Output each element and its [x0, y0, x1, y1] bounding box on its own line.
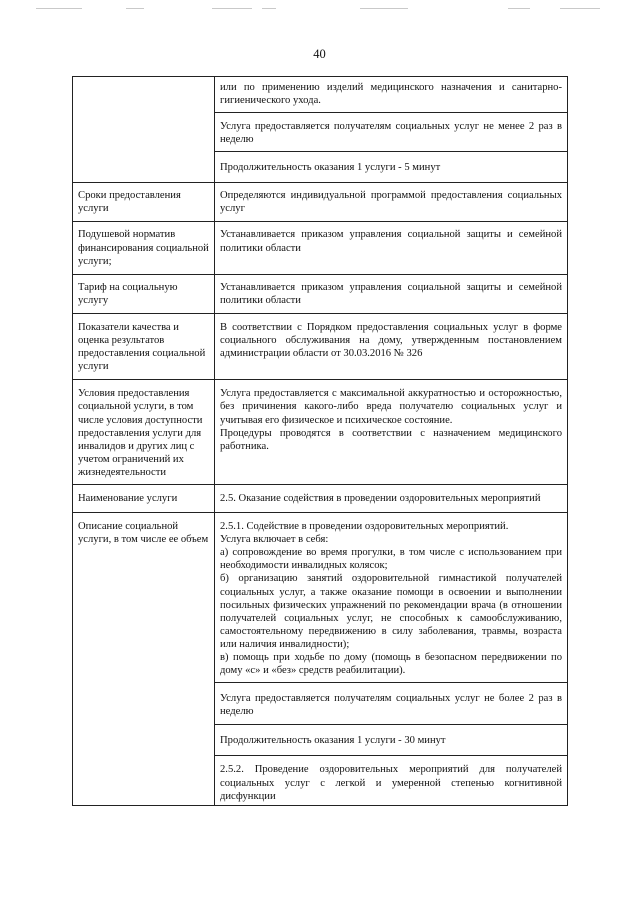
row-value: Продолжительность оказания 1 услуги - 5 минут [215, 152, 568, 183]
row-value: Определяются индивидуальной программой предоставления социальных услуг [215, 183, 568, 222]
service-description-table [72, 76, 568, 806]
table-row [73, 222, 568, 274]
table-row [73, 77, 568, 113]
table-row [73, 313, 568, 379]
table-row [73, 183, 568, 222]
row-value: 2.5.2. Проведение оздоровительных мероприятий для получателей социальных услуг с легкой и умеренной степенью когнитивной дисфункции [215, 756, 568, 805]
table-row [73, 274, 568, 313]
row-label: Сроки предоставления услуги [73, 183, 215, 222]
row-value: Услуга предоставляется с максимальной аккуратностью и осторожностью, без причинения какого-либо вреда получателю социальных услуг и учитывая его физическое и психическое состояние. Процедуры проводятся в соответствии с назначением медицинского работника. [215, 380, 568, 485]
row-label: Условия предоставления социальной услуги, в том числе условия доступности предоставления услуги для инвалидов и других лиц с учетом ограничений их жизнедеятельности [73, 380, 215, 485]
row-value: или по применению изделий медицинского назначения и санитарно-гигиенического ухода. [215, 77, 568, 113]
row-label-empty [73, 77, 215, 183]
row-label: Подушевой норматив финансирования социальной услуги; [73, 222, 215, 274]
table-row [73, 380, 568, 485]
row-value: Услуга предоставляется получателям социальных услуг не менее 2 раз в неделю [215, 113, 568, 152]
row-value: В соответствии с Порядком предоставления социальных услуг в форме социального обслуживания на дому, утвержденным постановлением администрации области от 30.03.2016 № 326 [215, 313, 568, 379]
row-label: Показатели качества и оценка результатов предоставления социальной услуги [73, 313, 215, 379]
page-number: 40 [313, 47, 326, 61]
row-label: Тариф на социальную услугу [73, 274, 215, 313]
row-label: Описание социальной услуги, в том числе ее объем [73, 513, 215, 806]
row-value: Услуга предоставляется получателям социальных услуг не более 2 раз в неделю [215, 683, 568, 725]
row-value: Продолжительность оказания 1 услуги - 30 минут [215, 725, 568, 756]
row-value: 2.5. Оказание содействия в проведении оздоровительных мероприятий [215, 484, 568, 512]
row-label: Наименование услуги [73, 484, 215, 512]
table-row [73, 484, 568, 512]
table-row [73, 513, 568, 683]
row-value: Устанавливается приказом управления социальной защиты и семейной политики области [215, 274, 568, 313]
row-value: 2.5.1. Содействие в проведении оздоровительных мероприятий. Услуга включает в себя: а) сопровождение во время прогулки, в том числе с использованием при необходимости инвалидных колясок; б) организацию занятий оздоровительной гимнастикой получателей социальных услуг, а также оказание помощи в освоении и выполнении посильных физических упражнений по рекомендации врача (в отношении получателей социальных услуг, не способных к самообслуживанию, самостоятельному передвижению в силу заболевания, травмы, возраста или наличия инвалидности); в) помощь при ходьбе по дому (помощь в безопасном передвижении по дому «с» и «без» средств реабилитации). [215, 513, 568, 683]
row-value: Устанавливается приказом управления социальной защиты и семейной политики области [215, 222, 568, 274]
scan-artifact-marks [0, 0, 639, 20]
